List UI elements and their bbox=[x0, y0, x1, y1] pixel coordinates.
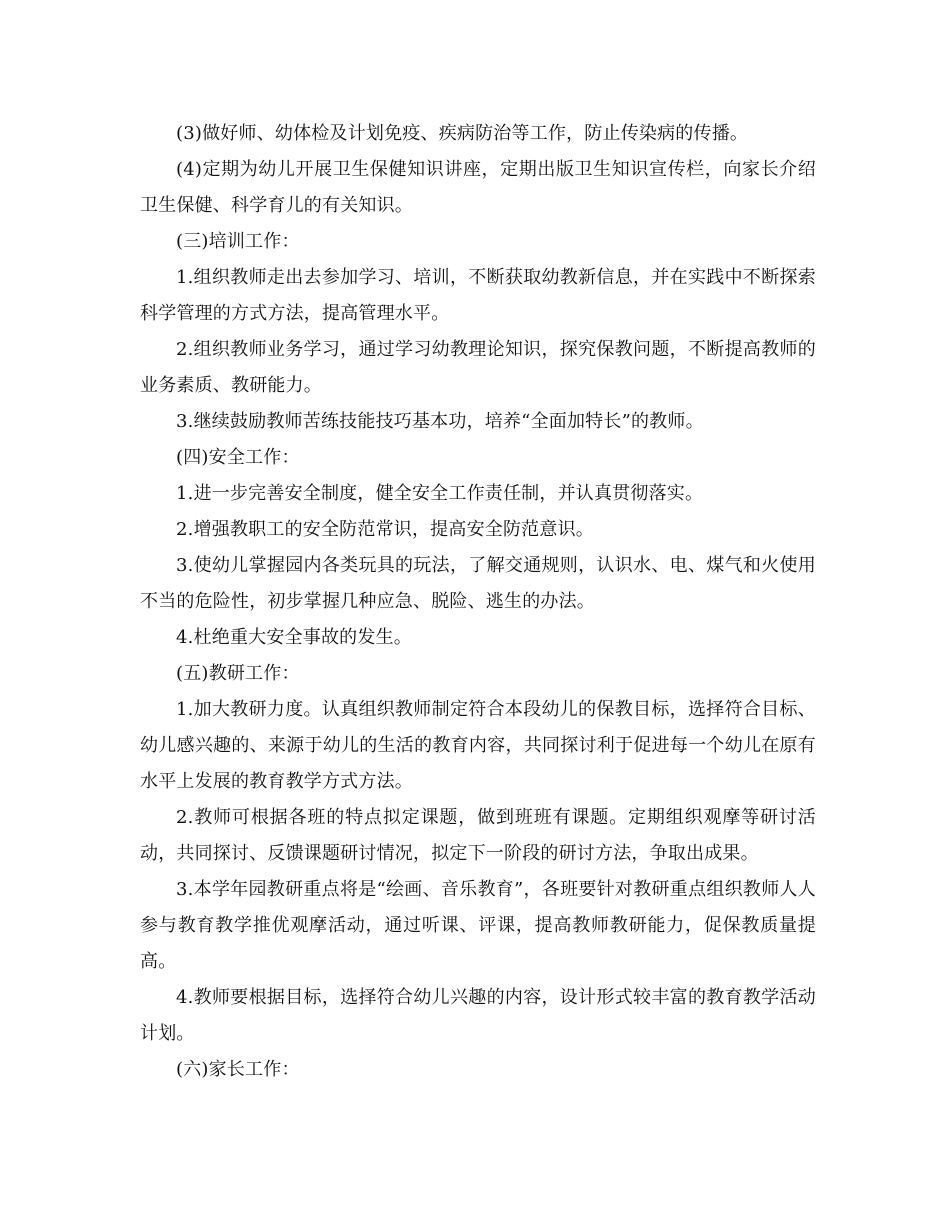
paragraph-training-3: 3.继续鼓励教师苦练技能技巧基本功，培养“全面加特长”的教师。 bbox=[176, 411, 704, 432]
paragraph-health-lectures: (4)定期为幼儿开展卫生保健知识讲座，定期出版卫生知识宣传栏，向家长介绍卫生保健、科学育儿的有关知识。 bbox=[140, 159, 816, 216]
paragraph-safety-3: 3.使幼儿掌握园内各类玩具的玩法，了解交通规则，认识水、电、煤气和火使用不当的危险性，初步掌握几种应急、脱险、逃生的办法。 bbox=[140, 555, 816, 612]
section-heading-research: (五)教研工作： bbox=[176, 663, 300, 684]
paragraph-safety-1: 1.进一步完善安全制度，健全安全工作责任制，并认真贯彻落实。 bbox=[176, 483, 704, 504]
paragraph-safety-2: 2.增强教职工的安全防范常识，提高安全防范意识。 bbox=[176, 519, 594, 540]
section-heading-safety: (四)安全工作： bbox=[176, 447, 300, 468]
paragraph-research-3: 3.本学年园教研重点将是“绘画、音乐教育”，各班要针对教研重点组织教师人人参与教育教学推优观摩活动，通过听课、评课，提高教师教研能力，促保教质量提高。 bbox=[140, 879, 816, 972]
section-heading-parents: (六)家长工作： bbox=[176, 1059, 300, 1080]
paragraph-health-checkup: (3)做好师、幼体检及计划免疫、疾病防治等工作，防止传染病的传播。 bbox=[176, 123, 749, 144]
paragraph-research-2: 2.教师可根据各班的特点拟定课题，做到班班有课题。定期组织观摩等研讨活动，共同探讨、反馈课题研讨情况，拟定下一阶段的研讨方法，争取出成果。 bbox=[140, 807, 816, 864]
paragraph-training-1: 1.组织教师走出去参加学习、培训，不断获取幼教新信息，并在实践中不断探索科学管理的方式方法，提高管理水平。 bbox=[140, 267, 816, 324]
paragraph-research-1: 1.加大教研力度。认真组织教师制定符合本段幼儿的保教目标，选择符合目标、幼儿感兴趣的、来源于幼儿的生活的教育内容，共同探讨利于促进每一个幼儿在原有水平上发展的教育教学方式方法。 bbox=[140, 699, 816, 792]
section-heading-training: (三)培训工作： bbox=[176, 231, 300, 252]
paragraph-research-4: 4.教师要根据目标，选择符合幼儿兴趣的内容，设计形式较丰富的教育教学活动计划。 bbox=[140, 987, 816, 1044]
paragraph-training-2: 2.组织教师业务学习，通过学习幼教理论知识，探究保教问题，不断提高教师的业务素质、教研能力。 bbox=[140, 339, 816, 396]
paragraph-safety-4: 4.杜绝重大安全事故的发生。 bbox=[176, 627, 412, 648]
